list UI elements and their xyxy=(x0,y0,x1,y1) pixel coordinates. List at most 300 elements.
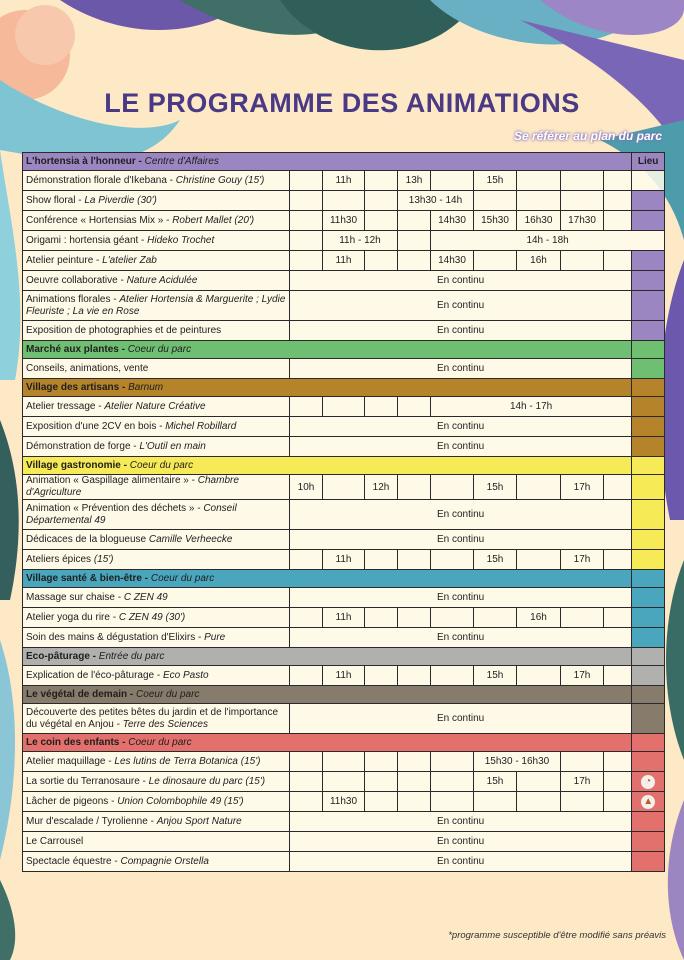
section-name: L'hortensia à l'honneur xyxy=(26,156,136,167)
time-cell: 14h30 xyxy=(431,251,474,271)
table-row xyxy=(23,397,665,417)
schedule-table xyxy=(22,152,665,872)
lieu-color xyxy=(632,734,665,752)
activity-name xyxy=(23,832,290,852)
activity-host: Chambre d'Agriculture xyxy=(26,475,239,498)
activity-title: Mur d'escalade / Tyrolienne - xyxy=(26,815,154,827)
time-cell xyxy=(474,191,517,211)
time-cell xyxy=(398,211,431,231)
table-row xyxy=(23,271,665,291)
separator: - xyxy=(118,344,128,355)
time-cell xyxy=(365,772,398,792)
time-cell xyxy=(431,772,474,792)
section-title xyxy=(23,734,632,752)
activity-host: Christine Gouy (15') xyxy=(175,174,265,186)
section-header xyxy=(23,379,665,397)
time-cell xyxy=(323,752,365,772)
time-cell-continuous: En continu xyxy=(290,417,632,437)
activity-host: Compagnie Orstella xyxy=(120,855,209,867)
activity-title: Soin des mains & dégustation d'Elixirs - xyxy=(26,631,202,643)
time-cell xyxy=(290,792,323,812)
table-row xyxy=(23,704,665,734)
separator: - xyxy=(89,651,99,662)
time-cell: 11h xyxy=(323,550,365,570)
time-cell-continuous: En continu xyxy=(290,812,632,832)
activity-name xyxy=(23,475,290,500)
activity-host: Atelier Hortensia & Marguerite ; Lydie Fleuriste ; La vie en Rose xyxy=(26,293,286,317)
activity-name xyxy=(23,812,290,832)
section-location: Barnum xyxy=(128,382,164,393)
activity-host: Anjou Sport Nature xyxy=(156,815,242,827)
section-title xyxy=(23,686,632,704)
time-cell: 12h xyxy=(365,475,398,500)
lieu-color xyxy=(632,341,665,359)
activity-title: Origami : hortensia géant - xyxy=(26,234,145,246)
table-row xyxy=(23,628,665,648)
activity-host: Les lutins de Terra Botanica (15') xyxy=(114,755,261,767)
time-cell-continuous: En continu xyxy=(290,852,632,872)
activity-name xyxy=(23,191,290,211)
section-name: Le végétal de demain xyxy=(26,689,128,700)
time-cell xyxy=(431,171,474,191)
time-cell xyxy=(561,792,604,812)
time-cell xyxy=(431,792,474,812)
table-row xyxy=(23,417,665,437)
activity-host: L'Outil en main xyxy=(139,440,206,452)
subtitle-park-map: Se référer au plan du parc xyxy=(513,129,662,143)
activity-title: Animation « Prévention des déchets » - xyxy=(26,502,201,514)
time-cell: 17h30 xyxy=(561,211,604,231)
footnote: *programme susceptible d'être modifié sans préavis xyxy=(448,930,666,941)
activity-name xyxy=(23,588,290,608)
activity-title: Dédicaces de la blogueuse xyxy=(26,533,147,545)
time-cell: 11h30 xyxy=(323,211,365,231)
table-row xyxy=(23,530,665,550)
activity-title: Exposition d'une 2CV en bois - xyxy=(26,420,163,432)
lieu-color xyxy=(632,752,665,772)
activity-title: Démonstration florale d'Ikebana - xyxy=(26,174,173,186)
section-title xyxy=(23,379,632,397)
lieu-color xyxy=(632,530,665,550)
lieu-color xyxy=(632,271,665,291)
time-cell-continuous: En continu xyxy=(290,628,632,648)
time-cell-continuous: En continu xyxy=(290,271,632,291)
time-cell xyxy=(398,752,431,772)
activity-host: Eco Pasto xyxy=(163,669,209,681)
activity-host: C ZEN 49 (30') xyxy=(118,611,186,623)
time-cell xyxy=(561,191,604,211)
table-row xyxy=(23,608,665,628)
time-cell xyxy=(561,608,604,628)
section-name: Village des artisans xyxy=(26,382,120,393)
time-cell xyxy=(365,752,398,772)
section-title xyxy=(23,570,632,588)
time-cell: 10h xyxy=(290,475,323,500)
lieu-color xyxy=(632,359,665,379)
activity-title: Ateliers épices xyxy=(26,553,92,565)
activity-name xyxy=(23,628,290,648)
time-cell: 15h xyxy=(474,550,517,570)
activity-host: Hideko Trochet xyxy=(147,234,215,246)
time-cell: 15h xyxy=(474,171,517,191)
lieu-header: Lieu xyxy=(632,153,665,171)
activity-title: Explication de l'éco-pâturage - xyxy=(26,669,161,681)
time-cell xyxy=(290,752,323,772)
time-cell xyxy=(290,666,323,686)
section-title xyxy=(23,341,632,359)
time-cell: 15h xyxy=(474,666,517,686)
activity-title: Conférence « Hortensias Mix » - xyxy=(26,214,170,226)
lieu-color xyxy=(632,648,665,666)
time-cell-continuous: En continu xyxy=(290,704,632,734)
separator: - xyxy=(119,737,129,748)
time-cell: 14h - 17h xyxy=(431,397,632,417)
activity-name xyxy=(23,231,290,251)
dinosaur-icon: ◔ xyxy=(641,775,655,789)
activity-title: Démonstration de forge - xyxy=(26,440,137,452)
time-cell-continuous: En continu xyxy=(290,359,632,379)
time-cell xyxy=(290,211,323,231)
separator: - xyxy=(141,573,151,584)
activity-name xyxy=(23,321,290,341)
time-cell xyxy=(290,397,323,417)
time-cell xyxy=(398,475,431,500)
time-cell-continuous: En continu xyxy=(290,530,632,550)
section-header xyxy=(23,648,665,666)
activity-name xyxy=(23,171,290,191)
separator: - xyxy=(127,689,137,700)
time-cell xyxy=(290,772,323,792)
table-row xyxy=(23,291,665,321)
time-cell xyxy=(431,550,474,570)
activity-title: Lâcher de pigeons - xyxy=(26,795,115,807)
time-cell xyxy=(290,231,323,251)
time-cell xyxy=(604,666,632,686)
section-header xyxy=(23,341,665,359)
time-cell xyxy=(365,397,398,417)
activity-host: Camille Verheecke xyxy=(148,533,233,545)
activity-name xyxy=(23,437,290,457)
activity-name xyxy=(23,704,290,734)
activity-title: Atelier peinture - xyxy=(26,254,100,266)
activity-title: Animation « Gaspillage alimentaire » - xyxy=(26,475,195,486)
table-row xyxy=(23,666,665,686)
lieu-color xyxy=(632,628,665,648)
activity-name xyxy=(23,792,290,812)
section-location: Coeur du parc xyxy=(150,573,215,584)
section-location: Centre d'Affaires xyxy=(144,156,219,167)
lieu-color xyxy=(632,704,665,734)
lieu-color xyxy=(632,792,665,812)
table-row xyxy=(23,812,665,832)
lieu-color xyxy=(632,570,665,588)
time-cell xyxy=(474,608,517,628)
activity-host: Atelier Nature Créative xyxy=(104,400,206,412)
section-location: Coeur du parc xyxy=(128,737,192,748)
time-cell-continuous: En continu xyxy=(290,437,632,457)
lieu-color xyxy=(632,852,665,872)
time-cell xyxy=(290,608,323,628)
separator: - xyxy=(119,382,129,393)
time-cell xyxy=(290,191,323,211)
activity-host: (15') xyxy=(93,553,114,565)
activity-title: Exposition de photographies et de peintures xyxy=(26,324,222,336)
activity-title: Oeuvre collaborative - xyxy=(26,274,124,286)
table-row xyxy=(23,550,665,570)
section-title xyxy=(23,648,632,666)
section-name: Marché aux plantes xyxy=(26,344,119,355)
page-title: LE PROGRAMME DES ANIMATIONS xyxy=(104,88,580,118)
activity-title: Atelier maquillage - xyxy=(26,755,112,767)
table-row xyxy=(23,171,665,191)
activity-name xyxy=(23,417,290,437)
activity-host: Nature Acidulée xyxy=(126,274,198,286)
time-cell-continuous: En continu xyxy=(290,321,632,341)
time-cell xyxy=(474,251,517,271)
time-cell xyxy=(365,666,398,686)
activity-title: Animations florales - xyxy=(26,293,117,305)
activity-title: Découverte des petites bêtes du jardin et de l'importance du végétal en Anjou - xyxy=(26,706,279,730)
lieu-color xyxy=(632,686,665,704)
activity-name xyxy=(23,500,290,530)
section-location: Entrée du parc xyxy=(98,651,165,662)
section-name: Eco-pâturage xyxy=(26,651,90,662)
time-cell-continuous: En continu xyxy=(290,291,632,321)
time-cell xyxy=(604,792,632,812)
time-cell xyxy=(323,191,365,211)
time-cell xyxy=(365,171,398,191)
time-cell xyxy=(517,666,561,686)
lieu-color xyxy=(632,588,665,608)
lieu-color xyxy=(632,500,665,530)
section-location: Coeur du parc xyxy=(136,689,200,700)
time-cell: 16h30 xyxy=(517,211,561,231)
time-cell xyxy=(517,550,561,570)
time-cell xyxy=(561,171,604,191)
time-cell: 16h xyxy=(517,608,561,628)
lieu-color xyxy=(632,379,665,397)
time-cell xyxy=(517,792,561,812)
lieu-color xyxy=(632,475,665,500)
activity-host: Michel Robillard xyxy=(165,420,237,432)
table-row xyxy=(23,500,665,530)
pigeon-icon: ▲ xyxy=(641,795,655,809)
time-cell xyxy=(517,191,561,211)
table-row xyxy=(23,251,665,271)
lieu-color xyxy=(632,397,665,417)
activity-name xyxy=(23,251,290,271)
time-cell xyxy=(604,772,632,792)
time-cell: 17h xyxy=(561,772,604,792)
time-cell-continuous: En continu xyxy=(290,588,632,608)
time-cell xyxy=(323,397,365,417)
lieu-color xyxy=(632,608,665,628)
activity-name xyxy=(23,752,290,772)
time-cell xyxy=(561,752,604,772)
time-cell: 13h30 - 14h xyxy=(398,191,474,211)
lieu-color xyxy=(632,772,665,792)
time-cell xyxy=(604,475,632,500)
time-cell: 16h xyxy=(517,251,561,271)
time-cell xyxy=(604,251,632,271)
time-cell xyxy=(604,171,632,191)
time-cell xyxy=(323,475,365,500)
time-cell xyxy=(517,772,561,792)
time-cell xyxy=(604,550,632,570)
activity-title: Le Carrousel xyxy=(26,835,84,847)
time-cell-continuous: En continu xyxy=(290,832,632,852)
activity-host: Terre des Sciences xyxy=(122,718,208,730)
activity-host: Pure xyxy=(204,631,226,643)
lieu-color xyxy=(632,550,665,570)
activity-name xyxy=(23,530,290,550)
lieu-color xyxy=(632,251,665,271)
section-location: Coeur du parc xyxy=(129,460,194,471)
activity-host: L'atelier Zab xyxy=(102,254,157,266)
time-cell: 11h - 12h xyxy=(323,231,398,251)
section-header xyxy=(23,153,665,171)
time-cell xyxy=(365,792,398,812)
activity-name xyxy=(23,211,290,231)
time-cell xyxy=(365,211,398,231)
table-row xyxy=(23,211,665,231)
time-cell xyxy=(365,550,398,570)
time-cell xyxy=(431,475,474,500)
section-name: Village gastronomie xyxy=(26,460,121,471)
lieu-color xyxy=(632,321,665,341)
time-cell xyxy=(398,772,431,792)
lieu-color xyxy=(632,666,665,686)
activity-host: Robert Mallet (20') xyxy=(172,214,255,226)
separator: - xyxy=(135,156,145,167)
section-title xyxy=(23,153,632,171)
lieu-color xyxy=(632,832,665,852)
lieu-color xyxy=(632,191,665,211)
activity-host: C ZEN 49 xyxy=(123,591,168,603)
time-cell xyxy=(290,171,323,191)
time-cell xyxy=(431,608,474,628)
activity-name xyxy=(23,608,290,628)
section-header xyxy=(23,457,665,475)
time-cell xyxy=(398,231,431,251)
time-cell xyxy=(604,211,632,231)
time-cell: 14h - 18h xyxy=(431,231,665,251)
table-row xyxy=(23,792,665,812)
activity-name xyxy=(23,852,290,872)
activity-name xyxy=(23,291,290,321)
activity-title: Massage sur chaise - xyxy=(26,591,122,603)
section-header xyxy=(23,686,665,704)
time-cell xyxy=(398,666,431,686)
activity-host: Union Colombophile 49 (15') xyxy=(117,795,244,807)
table-row xyxy=(23,852,665,872)
table-row xyxy=(23,588,665,608)
time-cell xyxy=(604,608,632,628)
activity-title: Atelier tressage - xyxy=(26,400,102,412)
section-location: Coeur du parc xyxy=(127,344,192,355)
activity-name xyxy=(23,772,290,792)
time-cell: 15h30 xyxy=(474,211,517,231)
time-cell: 11h xyxy=(323,171,365,191)
table-row xyxy=(23,359,665,379)
time-cell xyxy=(398,550,431,570)
time-cell xyxy=(604,191,632,211)
time-cell: 13h xyxy=(398,171,431,191)
time-cell: 11h xyxy=(323,666,365,686)
table-row xyxy=(23,191,665,211)
time-cell: 11h xyxy=(323,251,365,271)
table-row xyxy=(23,437,665,457)
time-cell xyxy=(632,171,665,191)
time-cell xyxy=(474,792,517,812)
time-cell xyxy=(365,251,398,271)
time-cell xyxy=(517,475,561,500)
activity-name xyxy=(23,397,290,417)
section-name: Village santé & bien-être xyxy=(26,573,142,584)
time-cell: 17h xyxy=(561,666,604,686)
time-cell xyxy=(561,251,604,271)
time-cell xyxy=(604,752,632,772)
time-cell: 15h30 - 16h30 xyxy=(474,752,561,772)
lieu-color xyxy=(632,211,665,231)
activity-host: La Piverdie (30') xyxy=(84,194,157,206)
table-row xyxy=(23,752,665,772)
section-header xyxy=(23,570,665,588)
lieu-color xyxy=(632,437,665,457)
time-cell xyxy=(431,752,474,772)
section-title xyxy=(23,457,632,475)
activity-name xyxy=(23,666,290,686)
table-row xyxy=(23,475,665,500)
time-cell xyxy=(431,666,474,686)
time-cell xyxy=(290,550,323,570)
activity-name xyxy=(23,359,290,379)
activity-host: Conseil Départemental 49 xyxy=(26,502,237,526)
section-header xyxy=(23,734,665,752)
table-row xyxy=(23,321,665,341)
time-cell-continuous: En continu xyxy=(290,500,632,530)
time-cell xyxy=(398,608,431,628)
lieu-color xyxy=(632,291,665,321)
activity-title: Atelier yoga du rire - xyxy=(26,611,117,623)
lieu-color xyxy=(632,457,665,475)
activity-title: Show floral - xyxy=(26,194,82,206)
time-cell xyxy=(398,397,431,417)
table-row xyxy=(23,772,665,792)
separator: - xyxy=(120,460,130,471)
time-cell: 11h xyxy=(323,608,365,628)
time-cell: 17h xyxy=(561,550,604,570)
activity-title: Conseils, animations, vente xyxy=(26,362,149,374)
activity-host: Le dinosaure du parc (15') xyxy=(148,775,266,787)
time-cell: 14h30 xyxy=(431,211,474,231)
time-cell xyxy=(398,792,431,812)
time-cell: 15h xyxy=(474,772,517,792)
lieu-color xyxy=(632,417,665,437)
section-name: Le coin des enfants xyxy=(26,737,120,748)
time-cell xyxy=(290,251,323,271)
activity-name xyxy=(23,550,290,570)
table-row xyxy=(23,231,665,251)
time-cell xyxy=(365,608,398,628)
lieu-color xyxy=(632,812,665,832)
table-row xyxy=(23,832,665,852)
time-cell: 15h xyxy=(474,475,517,500)
time-cell xyxy=(398,251,431,271)
time-cell xyxy=(323,772,365,792)
time-cell xyxy=(365,191,398,211)
time-cell: 17h xyxy=(561,475,604,500)
